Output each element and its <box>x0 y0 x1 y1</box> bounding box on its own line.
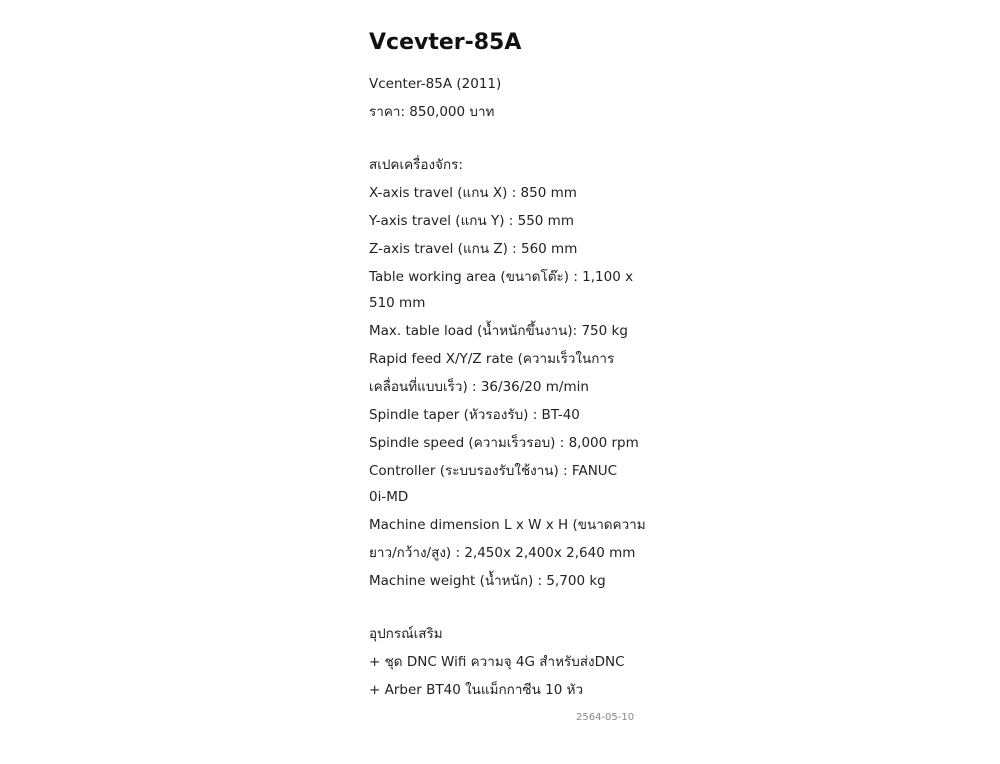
spec-line-spindle-taper: Spindle taper (หัวรองรับ) : BT-40 <box>369 407 580 423</box>
post-date: 2564-05-10 <box>576 712 635 723</box>
spec-line-dimension-cont: ยาว/กว้าง/สูง) : 2,450x 2,400x 2,640 mm <box>369 545 636 561</box>
price-line: ราคา: 850,000 บาท <box>369 104 495 120</box>
spec-line-controller: Controller (ระบบรองรับใช้งาน) : FANUC <box>369 463 618 479</box>
spec-line-table-area: Table working area (ขนาดโต๊ะ) : 1,100 x <box>369 269 634 285</box>
spec-line-table-area-cont: 510 mm <box>369 295 426 311</box>
spec-line-y-travel: Y-axis travel (แกน Y) : 550 mm <box>369 213 574 229</box>
spec-line-controller-cont: 0i-MD <box>369 489 409 505</box>
spec-line-weight: Machine weight (น้ำหนัก) : 5,700 kg <box>369 573 606 589</box>
accessories-heading: อุปกรณ์เสริม <box>369 626 443 642</box>
model-line: Vcenter-85A (2011) <box>369 76 502 92</box>
accessory-item-dnc: + ชุด DNC Wifi ความจุ 4G สำหรับส่งDNC <box>369 654 625 670</box>
accessory-item-arber: + Arber BT40 ในแม็กกาซีน 10 หัว <box>369 682 584 698</box>
spec-line-rapid-feed-cont: เคลื่อนที่แบบเร็ว) : 36/36/20 m/min <box>369 379 589 395</box>
spec-line-spindle-speed: Spindle speed (ความเร็วรอบ) : 8,000 rpm <box>369 435 639 451</box>
specs-heading: สเปคเครื่องจักร: <box>369 157 463 173</box>
post-title: Vcevter-85A <box>369 30 522 55</box>
spec-line-dimension: Machine dimension L x W x H (ขนาดความ <box>369 517 646 533</box>
spec-line-z-travel: Z-axis travel (แกน Z) : 560 mm <box>369 241 578 257</box>
spec-line-x-travel: X-axis travel (แกน X) : 850 mm <box>369 185 577 201</box>
spec-line-table-load: Max. table load (น้ำหนักขึ้นงาน): 750 kg <box>369 323 628 339</box>
spec-line-rapid-feed: Rapid feed X/Y/Z rate (ความเร็วในการ <box>369 351 615 367</box>
